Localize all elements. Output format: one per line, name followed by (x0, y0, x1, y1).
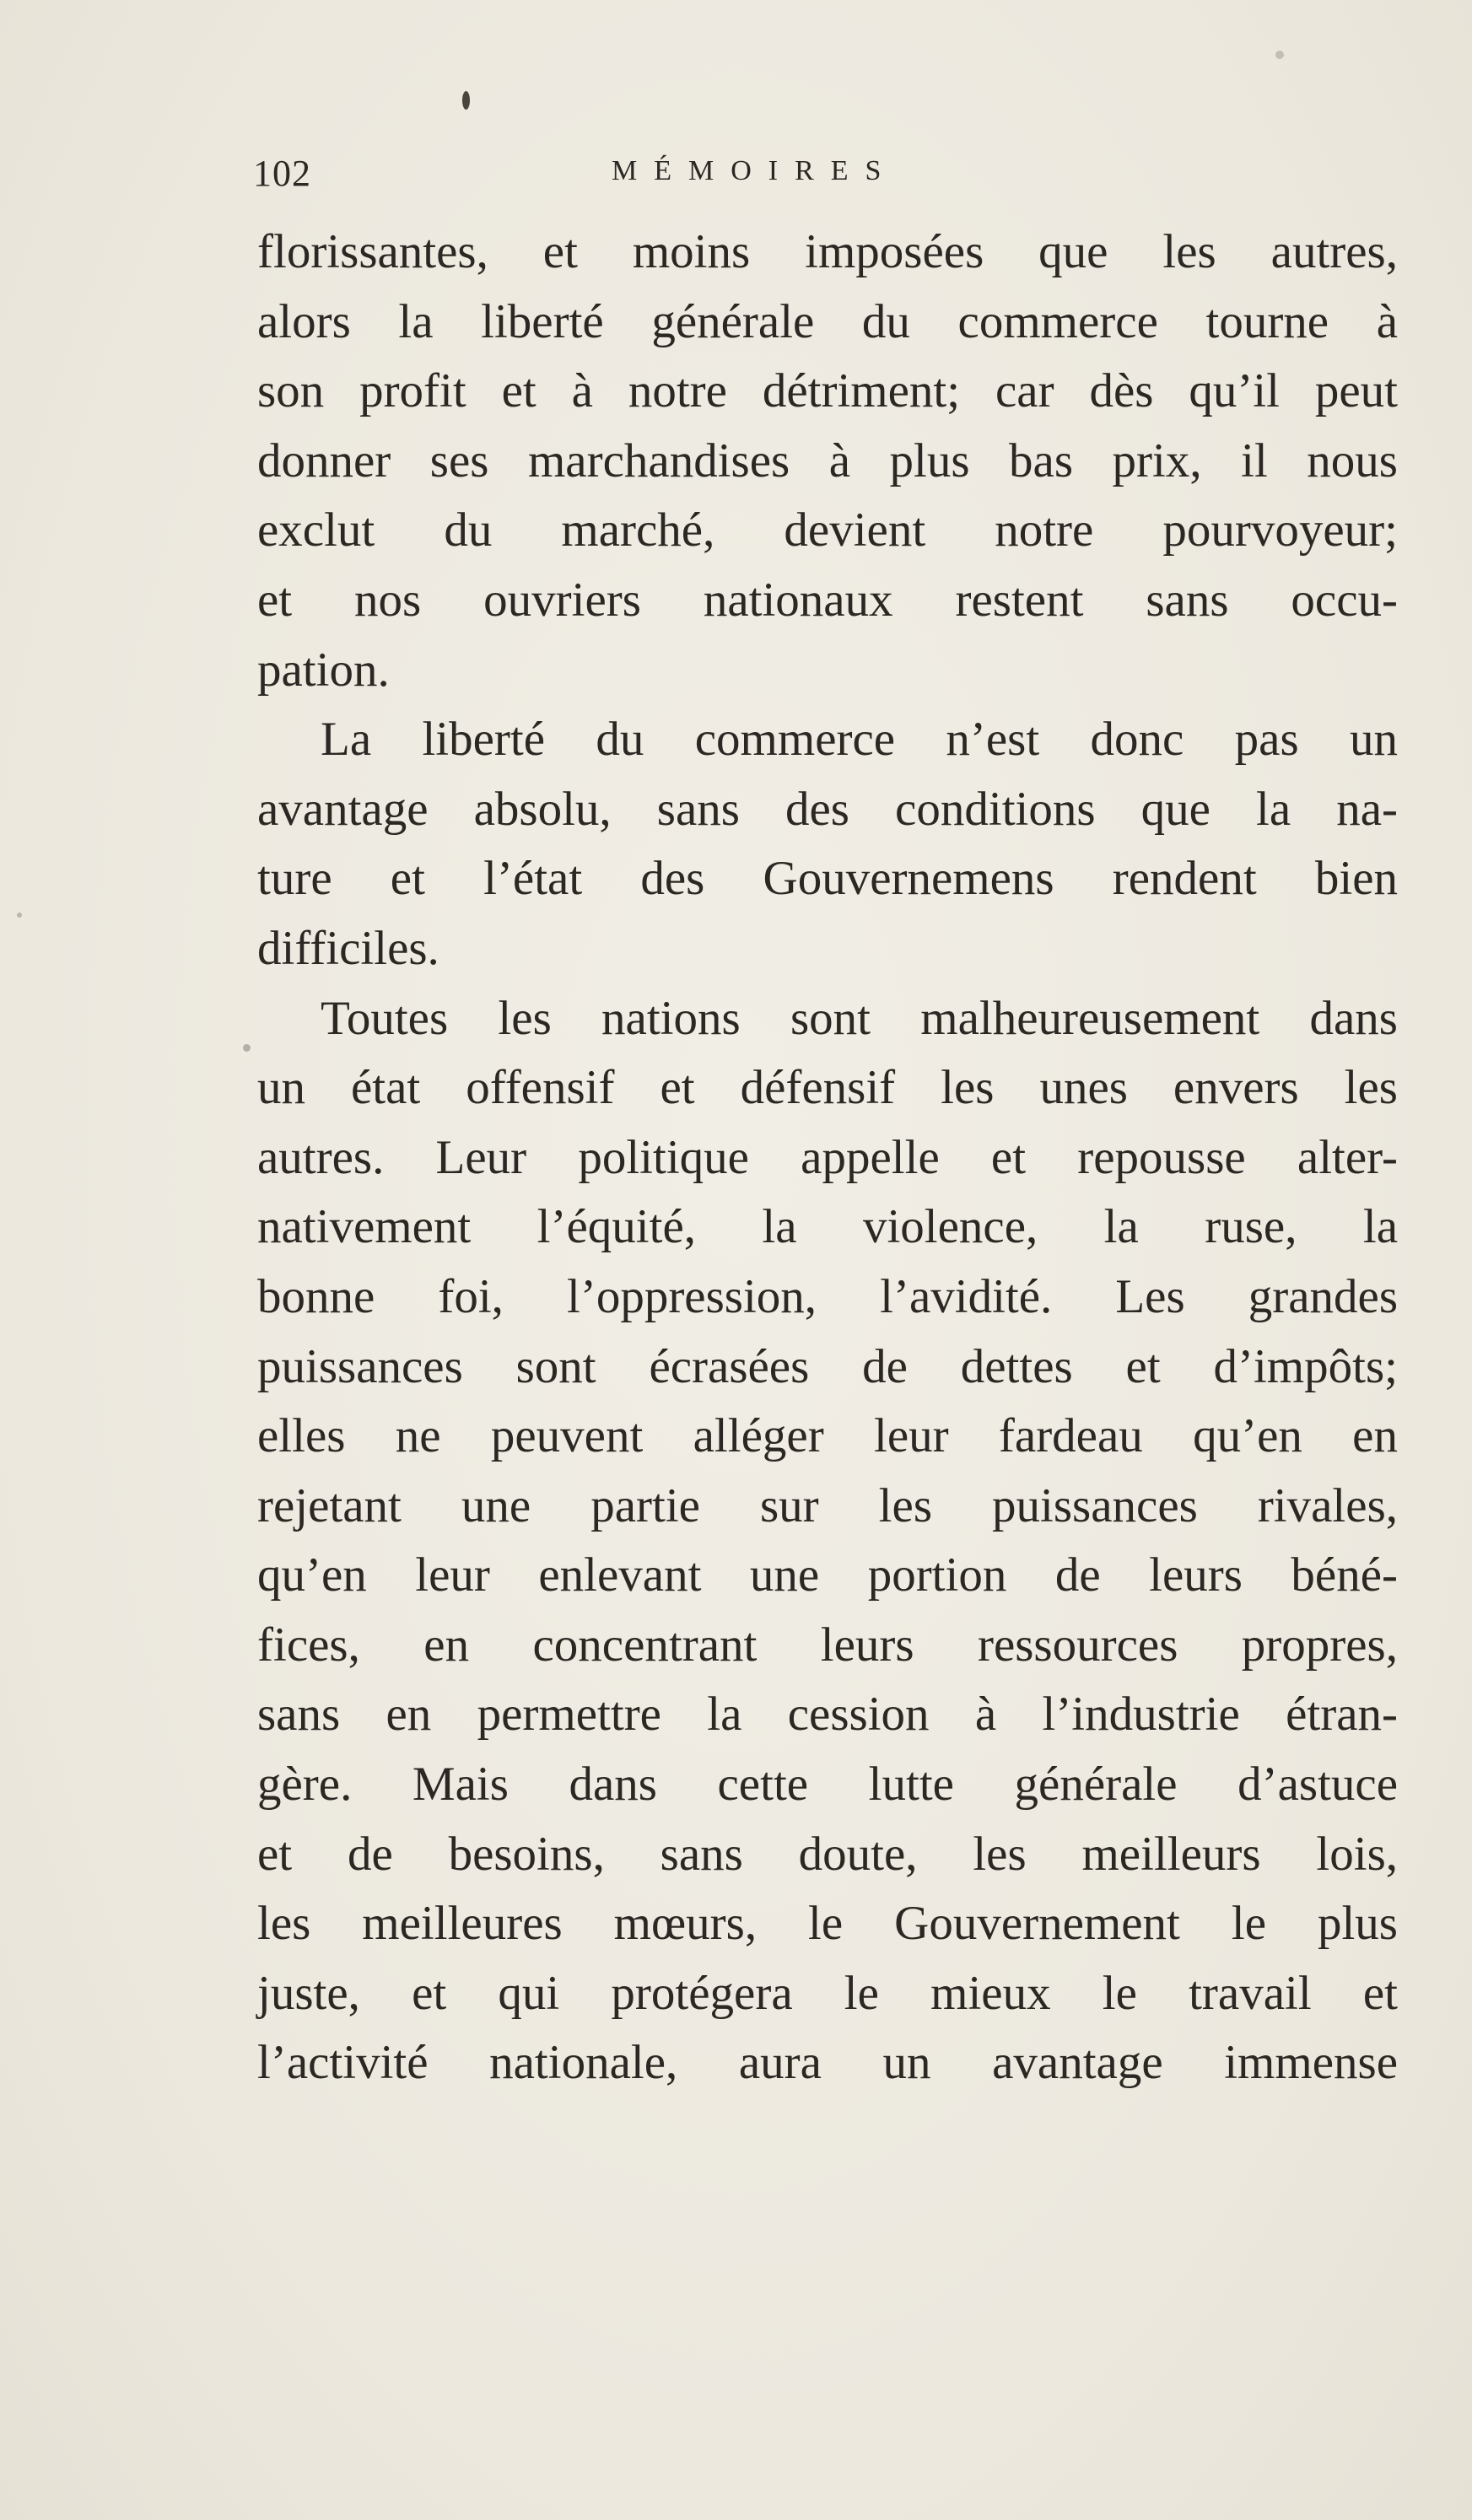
ink-speck (17, 913, 22, 918)
running-head (253, 152, 1097, 211)
text-line: elles ne peuvent alléger leur fardeau qu’en en (257, 1409, 1398, 1463)
text-line: bonne foi, l’oppression, l’avidité. Les grandes (257, 1269, 1398, 1323)
text-line: gère. Mais dans cette lutte générale d’astuce (257, 1758, 1398, 1812)
text-line: exclut du marché, devient notre pourvoyeur; (257, 503, 1398, 557)
text-line: et de besoins, sans doute, les meilleurs lois, (257, 1827, 1398, 1881)
text-line: alors la liberté générale du commerce tourne à (257, 294, 1398, 348)
text-line: et nos ouvriers nationaux restent sans occu- (257, 573, 1398, 627)
paragraph-first-line: La liberté du commerce n’est donc pas un (321, 713, 1398, 767)
text-line: avantage absolu, sans des conditions que la na- (257, 782, 1398, 836)
text-line: pation. (257, 643, 390, 697)
ink-speck (462, 91, 470, 110)
text-line: nativement l’équité, la violence, la ruse, la (257, 1200, 1398, 1254)
text-line: sans en permettre la cession à l’industrie étran- (257, 1688, 1398, 1742)
running-title: MÉMOIRES (612, 155, 898, 186)
text-line: difficiles. (257, 921, 439, 975)
body-text (257, 218, 1398, 2098)
ink-speck (1275, 51, 1284, 59)
text-line: qu’en leur enlevant une portion de leurs béné- (257, 1548, 1398, 1602)
text-line: donner ses marchandises à plus bas prix, il nous (257, 433, 1398, 487)
text-line: son profit et à notre détriment; car dès qu’il peut (257, 364, 1398, 418)
paragraph-first-line: Toutes les nations sont malheureusement dans (321, 991, 1398, 1045)
ink-speck (243, 1044, 251, 1052)
text-line: fices, en concentrant leurs ressources propres, (257, 1618, 1398, 1672)
text-line: ture et l’état des Gouvernemens rendent bien (257, 852, 1398, 906)
text-line: florissantes, et moins imposées que les autres, (257, 225, 1398, 278)
text-line: autres. Leur politique appelle et repousse alter- (257, 1130, 1398, 1184)
text-line: un état offensif et défensif les unes envers les (257, 1061, 1398, 1115)
page-number: 102 (253, 153, 311, 194)
text-line: puissances sont écrasées de dettes et d’impôts; (257, 1339, 1398, 1393)
text-line: rejetant une partie sur les puissances rivales, (257, 1478, 1398, 1532)
text-line: juste, et qui protégera le mieux le travail et (257, 1966, 1398, 2020)
text-line: les meilleures mœurs, le Gouvernement le plus (257, 1897, 1398, 1951)
text-line: l’activité nationale, aura un avantage immense (257, 2036, 1398, 2090)
